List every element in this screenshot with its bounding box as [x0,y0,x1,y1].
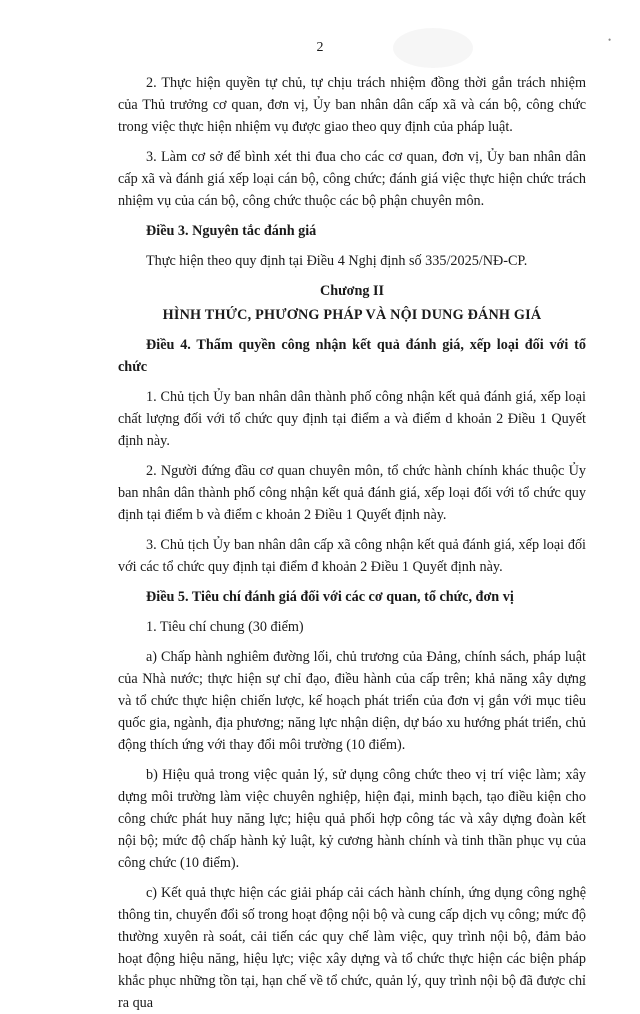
paragraph-clause-3: 3. Làm cơ sở để bình xét thi đua cho các cơ quan, đơn vị, Ủy ban nhân dân cấp xã và đánh giá xếp loại cán bộ, công chức; đánh giá việc thực hiện chức trách nhiệm vụ của cán bộ, công chức thuộc các bộ phận chuyên môn. [118,149,586,209]
article-3-body: Thực hiện theo quy định tại Điều 4 Nghị định số 335/2025/NĐ-CP. [146,253,528,269]
chapter-title: HÌNH THỨC, PHƯƠNG PHÁP VÀ NỘI DUNG ĐÁNH GIÁ [162,307,542,323]
article-5-clause-1: 1. Tiêu chí chung (30 điểm) [146,619,304,635]
article-5-point-b: b) Hiệu quả trong việc quản lý, sử dụng công chức theo vị trí việc làm; xây dựng môi trường làm việc chuyên nghiệp, hiện đại, minh bạch, tạo điều kiện cho công chức phát huy năng lực; hiệu quả phối hợp công tác và xây dựng đoàn kết nội bộ; mức độ chấp hành kỷ luật, kỷ cương hành chính và tinh thần phục vụ của công chức (10 điểm). [118,767,586,871]
article-5-point-a: a) Chấp hành nghiêm đường lối, chủ trương của Đảng, chính sách, pháp luật của Nhà nước; thực hiện sự chỉ đạo, điều hành của cấp trên; khả năng xây dựng và tổ chức thực hiện chiến lược, kế hoạch phát triển của đơn vị gắn với mục tiêu quốc gia, ngành, địa phương; năng lực nhận diện, dự báo xu hướng phát triển, chủ động thích ứng với thay đổi môi trường (10 điểm). [118,649,586,753]
article-4-clause-2: 2. Người đứng đầu cơ quan chuyên môn, tổ chức hành chính khác thuộc Ủy ban nhân dân thành phố công nhận kết quả đánh giá, xếp loại đối với tổ chức quy định tại điểm b và điểm c khoản 2 Điều 1 Quyết định này. [118,463,586,523]
document-body [118,72,586,1014]
page-number: 2 [316,40,324,55]
article-5-heading: Điều 5. Tiêu chí đánh giá đối với các cơ quan, tổ chức, đơn vị [146,589,514,605]
article-4-heading: Điều 4. Thẩm quyền công nhận kết quả đánh giá, xếp loại đối với tổ chức [118,337,586,375]
paragraph-clause-2: 2. Thực hiện quyền tự chủ, tự chịu trách nhiệm đồng thời gắn trách nhiệm của Thủ trưởng cơ quan, đơn vị, Ủy ban nhân dân cấp xã và cán bộ, công chức trong việc thực hiện nhiệm vụ được giao theo quy định của pháp luật. [118,75,586,135]
corner-mark: • [608,35,612,45]
article-3-heading: Điều 3. Nguyên tắc đánh giá [146,223,317,239]
chapter-label: Chương II [319,283,385,299]
article-4-clause-3: 3. Chủ tịch Ủy ban nhân dân cấp xã công nhận kết quả đánh giá, xếp loại đối với các tổ chức quy định tại điểm đ khoản 2 Điều 1 Quyết định này. [118,537,586,575]
article-5-point-c: c) Kết quả thực hiện các giải pháp cải cách hành chính, ứng dụng công nghệ thông tin, chuyển đổi số trong hoạt động nội bộ và cung cấp dịch vụ công; mức độ thường xuyên rà soát, cải tiến các quy chế làm việc, quy trình nội bộ, đảm bảo hoạt động hiệu năng, hiệu lực; việc xây dựng và tổ chức thực hiện các biện pháp khắc phục những tồn tại, hạn chế về tổ chức, quản lý, quy trình nội bộ đã được chỉ ra qua [118,885,586,1011]
article-4-clause-1: 1. Chủ tịch Ủy ban nhân dân thành phố công nhận kết quả đánh giá, xếp loại chất lượng đối với tổ chức quy định tại điểm a và điểm d khoản 2 Điều 1 Quyết định này. [118,389,586,449]
